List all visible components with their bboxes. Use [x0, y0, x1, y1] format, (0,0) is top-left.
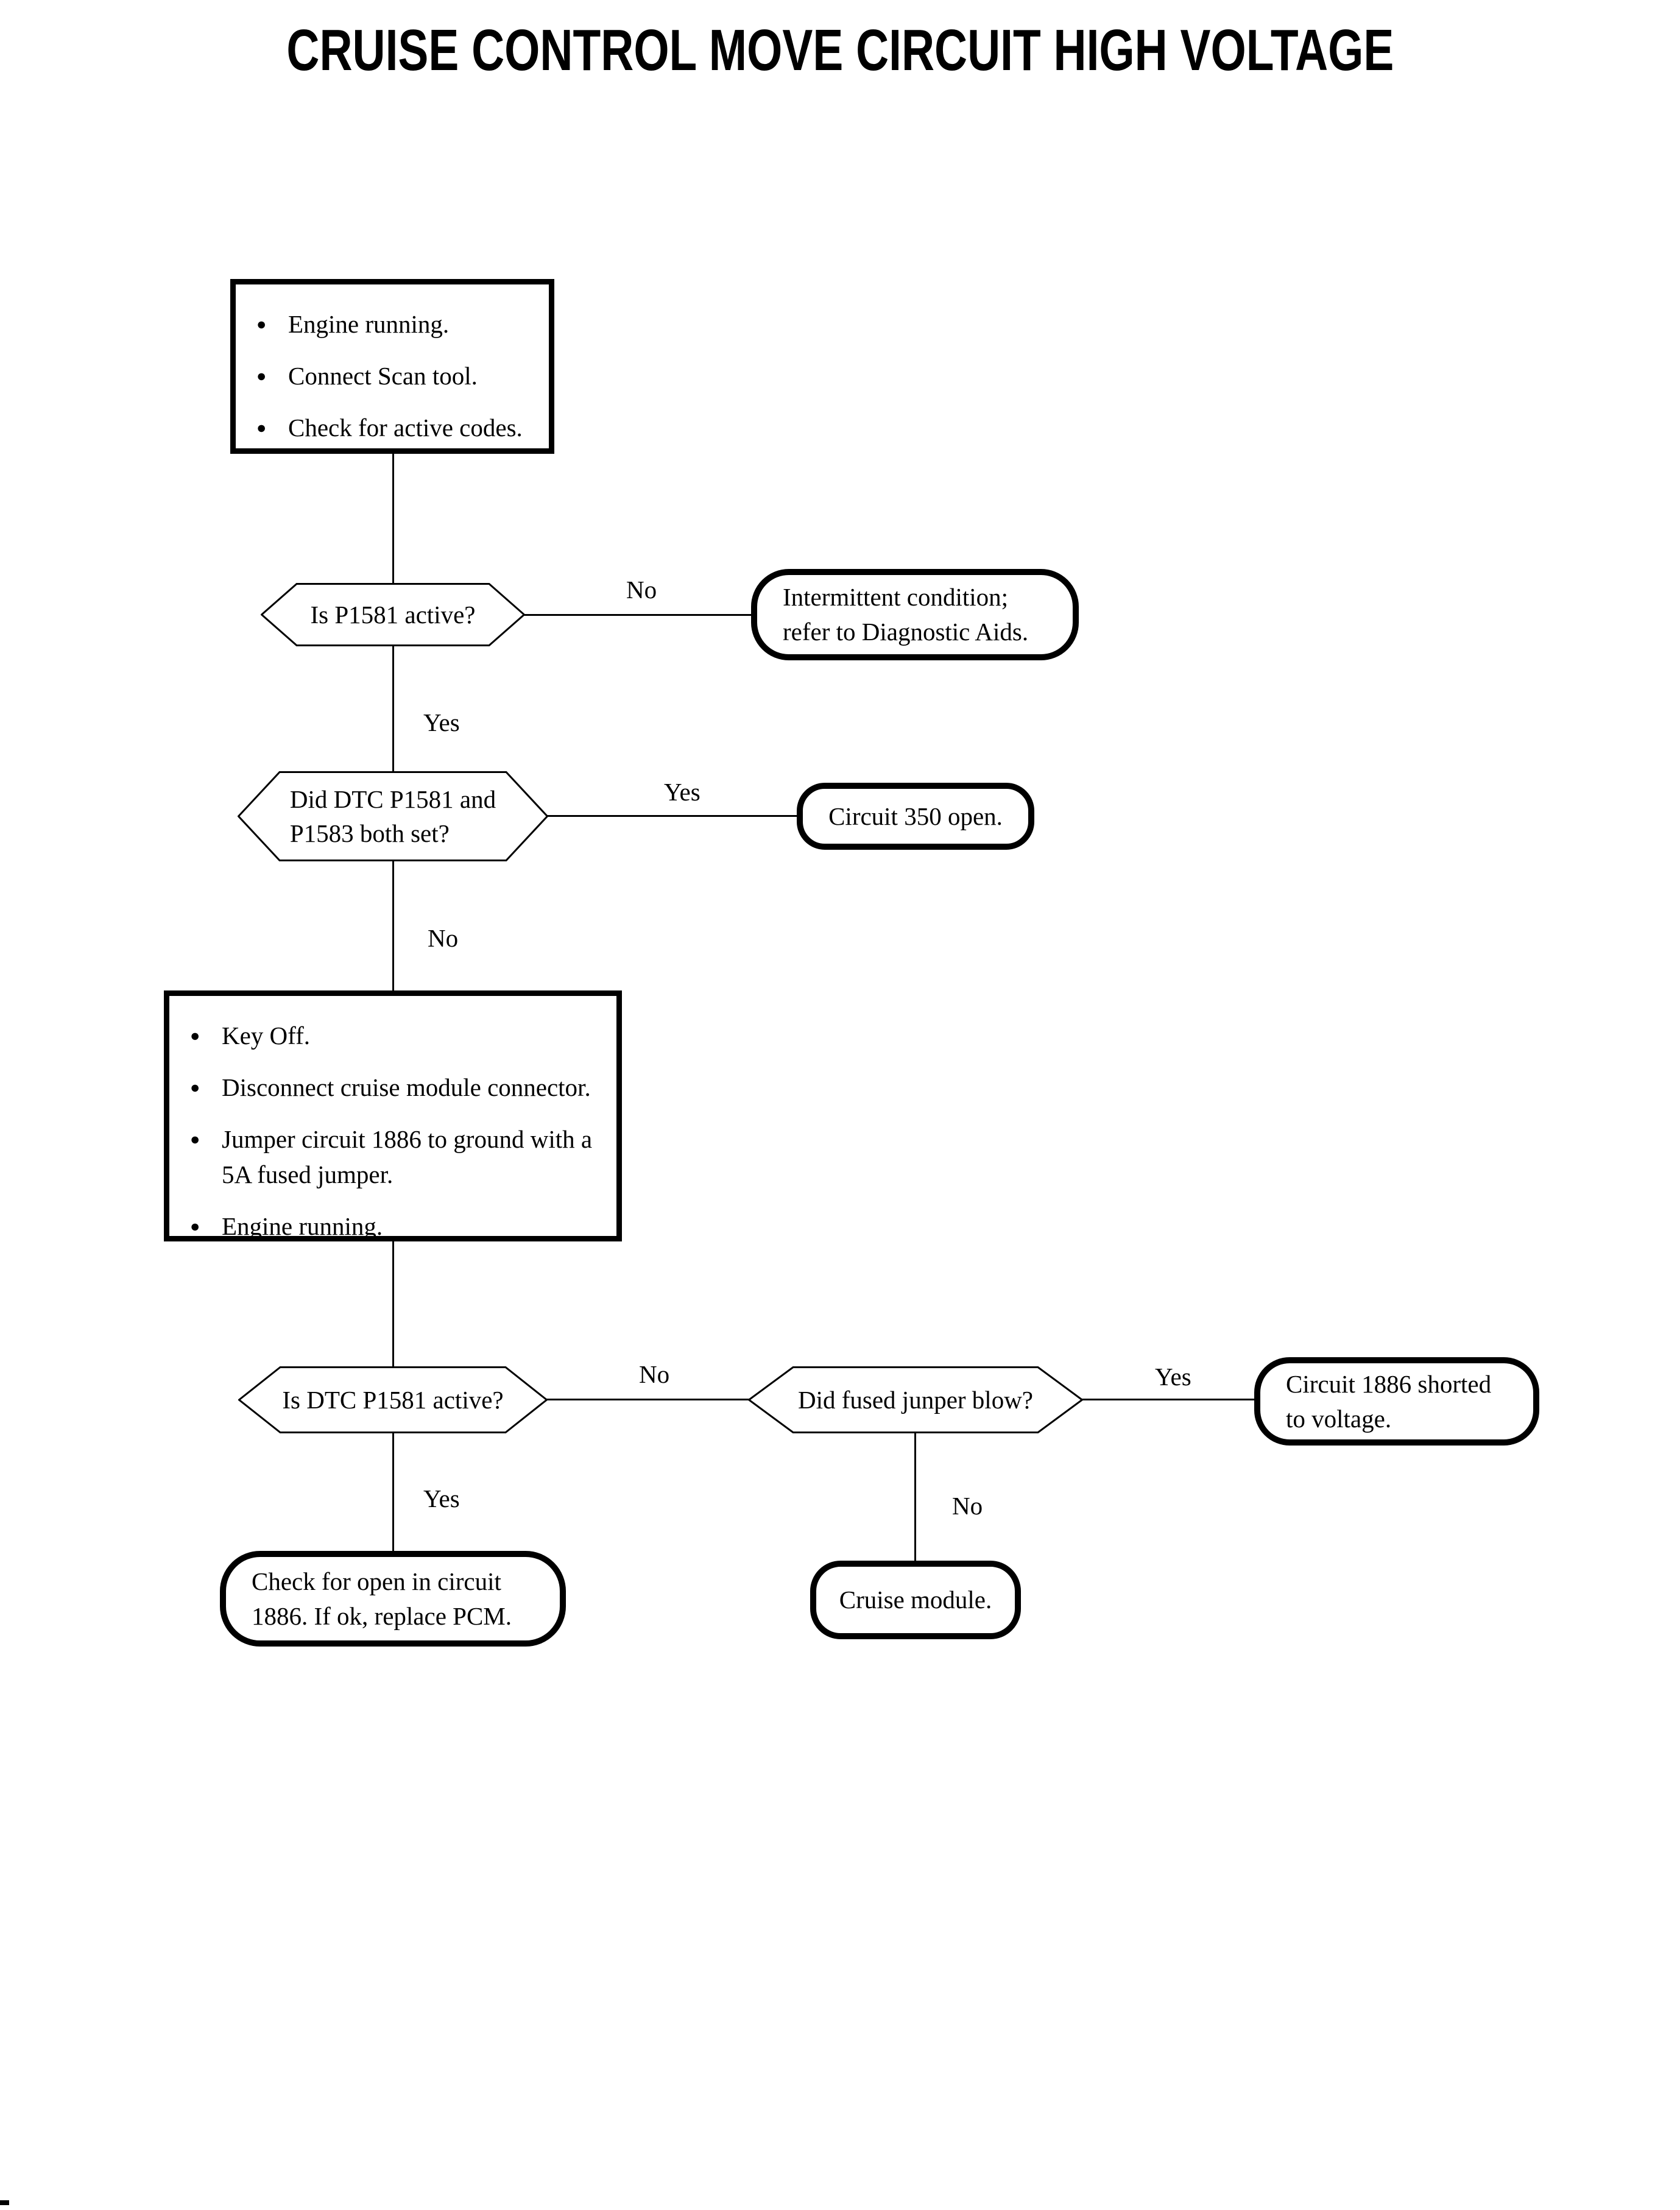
list-item: ● Connect Scan tool. [256, 358, 543, 394]
edge-label-no: No [639, 1360, 670, 1388]
decision-is-dtc-p1581-active: Is DTC P1581 active? [238, 1366, 548, 1433]
connector-d1-no-to-t1 [523, 614, 752, 616]
edge-label-no: No [626, 576, 657, 604]
connector-box1-to-d1 [392, 454, 394, 584]
terminal-check-open-circuit-1886: Check for open in circuit 1886. If ok, replace PCM. [220, 1551, 566, 1647]
edge-label-yes: Yes [423, 1485, 460, 1513]
connector-d4-yes-to-t3 [1081, 1399, 1255, 1400]
decision-did-fused-jumper-blow: Did fused junper blow? [748, 1366, 1083, 1433]
edge-label-yes: Yes [1155, 1363, 1191, 1391]
page-title [0, 18, 1680, 83]
terminal-intermittent-condition: Intermittent condition; refer to Diagnostic Aids. [751, 569, 1079, 660]
bullet-list [169, 996, 616, 1244]
list-item: ● Disconnect cruise module connector. [190, 1070, 610, 1105]
list-item: ● Engine running. [190, 1209, 610, 1244]
page-title-text: CRUISE CONTROL MOVE CIRCUIT HIGH VOLTAGE [286, 18, 1394, 83]
bullet-list [236, 284, 549, 445]
connector-d3-yes-to-t4 [392, 1432, 394, 1552]
connector-box2-to-d3 [392, 1241, 394, 1368]
terminal-circuit-1886-shorted: Circuit 1886 shorted to voltage. [1254, 1357, 1539, 1446]
decision-dtc-p1581-p1583-both-set: Did DTC P1581 and P1583 both set? [238, 771, 548, 861]
connector-d1-yes-to-d2 [392, 645, 394, 772]
edge-label-yes: Yes [664, 778, 701, 806]
edge-label-no: No [428, 924, 459, 952]
edge-label-yes: Yes [423, 708, 460, 736]
list-item: ● Engine running. [256, 306, 543, 342]
list-item: ● Check for active codes. [256, 410, 543, 445]
list-item: ● Jumper circuit 1886 to ground with a 5A fused jumper. [190, 1121, 610, 1192]
terminal-circuit-350-open: Circuit 350 open. [797, 783, 1034, 850]
edge-label-no: No [952, 1492, 983, 1520]
decision-is-p1581-active: Is P1581 active? [261, 583, 525, 646]
connector-d2-no-to-box2 [392, 860, 394, 992]
connector-d3-no-to-d4 [546, 1399, 749, 1400]
process-box-initial-checks [230, 279, 554, 454]
list-item: ● Key Off. [190, 1018, 610, 1053]
process-box-jumper-setup [164, 990, 622, 1241]
scan-artifact-mark [0, 2200, 9, 2205]
connector-d2-yes-to-t2 [546, 815, 798, 817]
terminal-cruise-module: Cruise module. [810, 1561, 1021, 1639]
connector-d4-no-to-t5 [914, 1432, 916, 1562]
